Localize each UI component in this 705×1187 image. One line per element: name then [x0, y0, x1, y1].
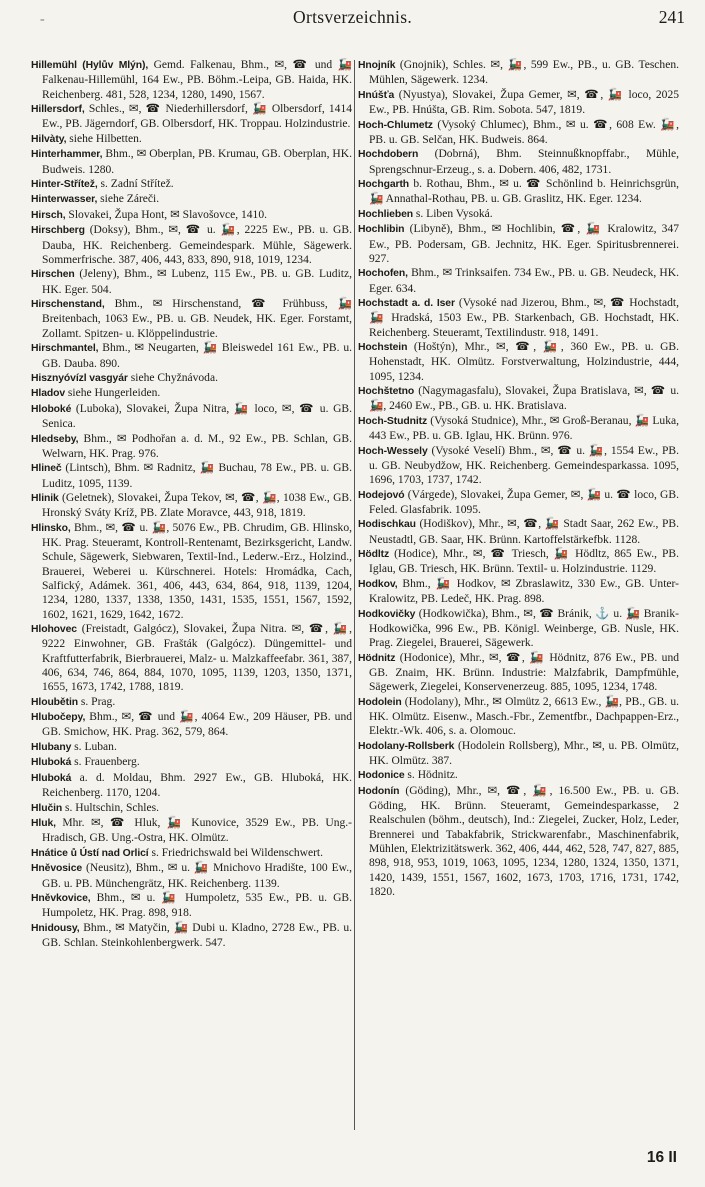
entry-headword: Hnojník [358, 60, 396, 71]
entry-text: Bhm., ✉ u. 🚂 Humpoletz, 535 Ew., PB. u. GB. Humpoletz, HK. Prag. 898, 918. [42, 892, 352, 920]
entry-headword: Hloubětin [31, 696, 79, 708]
entry-text: (Doksy), Bhm., ✉, ☎ u. 🚂, 2225 Ew., PB. u. GB. Dauba, HK. Reichenberg. Gemeindespark. Mühle, Sägewerk. Sommerfrische. 387, 406, 443, 833, 890, 918, 1019, 1234. [42, 224, 352, 266]
directory-entry [31, 58, 352, 102]
entry-text: siehe Hungerleiden. [65, 387, 161, 400]
directory-entry [358, 577, 679, 607]
entry-headword: Hochlibin [358, 224, 405, 236]
entry-text: Bhm., ✉ Podhořan a. d. M., 92 Ew., PB. Schlan, GB. Welwarn, HK. Prag. 976. [42, 432, 352, 460]
directory-entry [31, 432, 352, 462]
directory-entry [358, 414, 679, 444]
directory-entry [31, 132, 352, 147]
directory-entry [358, 651, 679, 695]
directory-entry [358, 384, 679, 414]
entry-text: Bhm., 🚂 Hodkov, ✉ Zbraslawitz, 330 Ew., GB. Unter-Kralowitz, PB. Ledeč, HK. Prag. 898. [369, 577, 679, 606]
entry-text: (Hodonice), Mhr., ✉, ☎, 🚂 Hödnitz, 876 Ew., PB. und GB. Znaim, HK. Brünn. Industrie: Malzfabrik, Dampfmühle, Sägewerk, Ziegelei, Konservenerzeug. 885, 1095, 1234, 1748. [369, 651, 679, 694]
entry-headword: Hochstadt a. d. Iser [358, 298, 455, 309]
directory-entry [31, 695, 352, 710]
entry-text: s. Zadní Střítež. [97, 178, 174, 190]
entry-headword: Hlinik [31, 493, 59, 505]
entry-headword: Hodonice [358, 770, 405, 782]
directory-entry [31, 192, 352, 207]
entry-text: (Hodolein Rollsberg), Mhr., ✉, u. PB. Olmütz, HK. Olmütz. 387. [369, 739, 679, 767]
entry-text: Bhm., ✉ Hirschenstand, ☎ Frühbuss, 🚂 Breitenbach, 1063 Ew., PB. u. GB. Neudek, HK. Eger. Forstamt, Zollamt. Spitzen- u. Klöppelindustrie. [42, 298, 352, 340]
entry-headword: Hochgarth [358, 179, 410, 190]
page-number: 241 [658, 7, 685, 27]
entry-text: Bhm., ✉ Trinksaifen. 734 Ew., PB. u. GB. Neudeck, HK. Eger. 634. [369, 267, 679, 295]
entry-text: s. Liben Vysoká. [413, 207, 493, 220]
directory-entry [358, 784, 679, 899]
directory-entry [358, 207, 679, 222]
directory-entry [358, 88, 679, 118]
entry-headword: Hillemühl (Hylův Mlýn), [31, 60, 149, 71]
directory-entry [31, 816, 352, 846]
entry-headword: Hladov [31, 388, 66, 400]
entry-headword: Hirschberg [31, 225, 85, 237]
entry-text: (Vysoký Chlumec), Bhm., ✉ u. ☎, 608 Ew. 🚂, PB. u. GB. Selčan, HK. Budweis. 864. [369, 118, 679, 146]
directory-entry [358, 444, 679, 488]
directory-entry [358, 547, 679, 577]
entry-text: (Jeleny), Bhm., ✉ Lubenz, 115 Ew., PB. u. GB. Luditz, HK. Eger. 504. [42, 268, 352, 296]
directory-entry [358, 607, 679, 651]
entry-text: b. Rothau, Bhm., ✉ u. ☎ Schönlind b. Heinrichsgrün, 🚂 Annathal-Rothau, PB. u. GB. Graslitz, HK. Eger. 1234. [369, 178, 679, 206]
entry-headword: Hinterwasser, [31, 194, 98, 206]
entry-headword: Hlubočepy, [31, 712, 86, 724]
entry-text: Schles., ✉, ☎ Niederhillersdorf, 🚂 Olbersdorf, 1414 Ew., PB. Jägerndorf, GB. Olbersdorf, HK. Troppau. Holzindustrie. [42, 103, 352, 131]
entry-text: (Göding), Mhr., ✉, ☎, 🚂, 16.500 Ew., PB. u. GB. Göding, HK. Brünn. Steueramt, Gemeindesparkasse, 2 Realschulen (böhm., deutsch), Ind.: Ziegelei, Zucker, Holz, Leder, Brennerei und Tabakfabrik, Strickwarenfabr., Maschinenfabrik, Mühlen, Elektrizitätswerk. 362, 406, 444, 462, 528, 747, 827, 885, 898, 918, 953, 1019, 1063, 1095, 1234, 1280, 1324, 1350, 1371, 1420, 1439, 1551, 1567, 1602, 1673, 1703, 1716, 1731, 1742, 1820. [369, 784, 679, 898]
entry-headword: Hilvàty, [31, 133, 67, 145]
entry-headword: Hodischkau [358, 519, 416, 531]
entry-headword: Hnidousy, [31, 922, 80, 934]
entry-headword: Hirschen [31, 269, 75, 281]
entry-text: (Vysoká Studnice), Mhr., ✉ Groß-Beranau, 🚂 Luka, 443 Ew., PB. u. GB. Iglau, HK. Brünn. 976. [369, 414, 679, 443]
directory-entry [31, 755, 352, 770]
entry-headword: Hnátice ů Ústí nad Orlicí [31, 847, 149, 859]
entry-text: (Várgede), Slovakei, Župa Gemer, ✉, 🚂 u. ☎ loco, GB. Feled. Glasfabrik. 1095. [369, 488, 679, 516]
entry-headword: Hnúšťa [358, 89, 395, 101]
entry-text: (Vysoké Veselí) Bhm., ✉, ☎ u. 🚂, 1554 Ew., PB. u. GB. Neubydžow, HK. Reichenberg. Gemeindesparkassa. 1095, 1696, 1703, 1737, 1742. [369, 444, 679, 487]
entry-text: (Gnojnik), Schles. ✉, 🚂, 599 Ew., PB., u. GB. Teschen. Mühlen, Sägewerk. 1234. [369, 59, 679, 87]
entry-headword: Hledseby, [31, 433, 79, 445]
entry-text: (Nagymagasfalu), Slovakei, Župa Bratislava, ✉, ☎ u. 🚂, 2460 Ew., PB., GB. u. HK. Bratislava. [369, 385, 679, 413]
entry-headword: Hochdobern [358, 149, 419, 161]
entry-text: (Libyně), Bhm., ✉ Hochlibin, ☎, 🚂 Kralowitz, 347 Ew., PB. Podersam, GB. Jechnitz, HK. Eger. Spiritusbrennerei. 927. [369, 223, 679, 265]
entry-text: Bhm., ✉ Oberplan, PB. Krumau, GB. Oberplan, HK. Budweis. 1280. [42, 148, 352, 176]
directory-entry [358, 340, 679, 384]
header-mark: - [40, 12, 45, 27]
directory-entry [31, 177, 352, 192]
directory-entry [358, 296, 679, 340]
directory-entry [358, 488, 679, 518]
entry-text: (Nyustya), Slovakei, Župa Gemer, ✉, ☎, 🚂 loco, 2025 Ew., PB. Hnúšta, GB. Rim. Sobota. 547, 1819. [369, 88, 679, 117]
entry-text: (Dobrná), Bhm. Steinnußknopffabr., Mühle, Sprengschnur-Erzeug., s. a. Dobern. 406, 482, 1731. [369, 148, 679, 176]
entry-headword: Hirschenstand, [31, 299, 105, 311]
entry-headword: Hlinsko, [31, 522, 71, 534]
page-title: Ortsverzeichnis. [293, 7, 412, 27]
directory-entry [31, 208, 352, 223]
entry-text: Bhm., ✉, ☎ u. 🚂, 5076 Ew., PB. Chrudim, GB. Hlinsko, HK. Prag. Steueramt, Kontroll-Rentenamt, Bezirksgericht, Landw. Schule, Sägewerk, Siebwaren, Textil-Ind., Lederw.-Erz., Holzind., Brauerei, Weberei u. Kürschnerei. Hotels: Hromádka, Cach, Salfický, Adámek. 361, 406, 443, 634, 864, 918, 1139, 1204, 1234, 1280, 1337, 1338, 1350, 1431, 1535, 1551, 1567, 1592, 1602, 1621, 1629, 1642, 1672. [42, 521, 352, 621]
directory-entry [31, 801, 352, 816]
entry-headword: Hochstein [358, 342, 408, 354]
directory-entry [31, 223, 352, 267]
column-divider [354, 60, 355, 1130]
entry-text: (Vysoké nad Jizerou, Bhm., ✉, ☎ Hochstadt, 🚂 Hradská, 1503 Ew., PB. Starkenbach, GB. Hochstadt, HK. Reichenberg. Steueramt, Textilindustr. 918, 1491. [369, 297, 679, 339]
directory-entry [358, 266, 679, 296]
directory-entry [358, 118, 679, 148]
entry-text: Slovakei, Župa Hont, ✉ Slavošovce, 1410. [65, 208, 267, 221]
entry-headword: Hinter-Střítež, [31, 179, 98, 190]
directory-entry [358, 177, 679, 207]
printer-signature: 16 II [646, 1149, 677, 1166]
entry-headword: Hochofen, [358, 268, 408, 280]
entry-headword: Hlohovec [31, 624, 77, 636]
directory-entry [31, 740, 352, 755]
entry-headword: Hodejovó [358, 489, 405, 501]
entry-headword: Hněvosice [31, 863, 83, 875]
entry-text: (Neusitz), Bhm., ✉ u. 🚂 Mnichovo Hradište, 100 Ew., GB. u. PB. Münchengrätz, HK. Reichenberg. 1139. [42, 862, 352, 890]
entry-headword: Hoch-Chlumetz [358, 119, 433, 131]
entry-text: siehe Záreči. [97, 193, 160, 206]
directory-entry [358, 222, 679, 266]
entry-headword: Hlineč [31, 463, 62, 475]
directory-entry [358, 58, 679, 88]
entry-headword: Hodonín [358, 785, 400, 797]
directory-entry [31, 521, 352, 622]
entry-headword: Hodolein [358, 696, 402, 708]
directory-entry [31, 461, 352, 491]
entry-text: Gemd. Falkenau, Bhm., ✉, ☎ und 🚂 Falkenau-Hillemühl, 164 Ew., PB. Böhm.-Leipa, GB. Haida, HK. Reichenberg. 481, 528, 1234, 1280, 1490, 1567. [42, 59, 352, 101]
entry-headword: Hodkovičky [358, 608, 416, 620]
entry-headword: Hinterhammer, [31, 149, 103, 161]
directory-entry [31, 921, 352, 951]
entry-headword: Hluboká [31, 772, 72, 784]
entry-headword: Hödltz [358, 549, 390, 561]
directory-entry [31, 341, 352, 371]
entry-headword: Hödnitz [358, 652, 396, 664]
directory-entry [358, 695, 679, 739]
directory-entry [31, 297, 352, 341]
directory-entry [31, 710, 352, 740]
entry-headword: Hlučin [31, 802, 63, 814]
directory-entry [31, 771, 352, 801]
entry-text: (Hodkowička), Bhm., ✉, ☎ Bránik, ⚓ u. 🚂 Branik-Hodkowička, 996 Ew., PB. Königl. Weinberge, GB. Nusle, HK. Prag. Ziegelei, Brauerei, Sägewerk. [369, 607, 679, 650]
directory-entry [31, 846, 352, 861]
entry-text: (Freistadt, Galgócz), Slovakei, Župa Nitra. ✉, ☎, 🚂, 9222 Einwohner, GB. Frašták (Galgócz). Düngemittel- und Kraftfutterfabrik, Bierbrauerei, Malz- u. Malzkaffeefabr. 361, 387, 406, 634, 746, 864, 884, 1070, 1095, 1139, 1203, 1350, 1371, 1655, 1673, 1742, 1788, 1819. [42, 623, 352, 694]
entry-headword: Hodolany-Rollsberk [358, 740, 455, 752]
entry-headword: Hoch-Studnitz [358, 415, 428, 427]
entry-headword: Hluk, [31, 818, 56, 830]
entry-text: (Hodiškov), Mhr., ✉, ☎, 🚂 Stadt Saar, 262 Ew., PB. Neustadtl, GB. Saar, HK. Brünn. Kartoffelstärkefbk. 1128. [369, 518, 679, 546]
directory-entry [358, 517, 679, 547]
entry-text: Bhm., ✉, ☎ und 🚂, 4064 Ew., 209 Häuser, PB. und GB. Smichow, HK. Prag. 362, 579, 864. [42, 711, 352, 739]
entry-headword: Hirschmantel, [31, 343, 99, 355]
entry-headword: Hlubany [31, 741, 72, 753]
entry-text: (Luboka), Slovakei, Župa Nitra, 🚂 loco, ✉, ☎ u. GB. Senica. [42, 402, 352, 431]
entry-headword: Hochštetno [358, 386, 415, 398]
directory-entry [358, 768, 679, 783]
entry-text: s. Prag. [78, 695, 116, 708]
directory-entry [358, 147, 679, 177]
entry-text: (Hoštýn), Mhr., ✉, ☎, 🚂, 360 Ew., PB. u. GB. Hohenstadt, HK. Olmütz. Forstverwaltung, Holzindustrie, 444, 1095, 1234. [369, 341, 679, 383]
entry-text: s. Frauenberg. [71, 756, 140, 769]
right-column [358, 58, 679, 1150]
directory-entry [31, 267, 352, 297]
directory-entry [31, 386, 352, 401]
entry-headword: Hloboké [31, 403, 72, 415]
directory-entry [31, 861, 352, 891]
directory-entry [31, 102, 352, 132]
entry-headword: Hillersdorf, [31, 104, 85, 116]
directory-entry [31, 622, 352, 694]
entry-text: Bhm., ✉ Matyčin, 🚂 Dubi u. Kladno, 2728 Ew., PB. u. GB. Schlan. Steinkohlenbergwerk. 547. [42, 921, 352, 950]
directory-entry [31, 402, 352, 432]
directory-entry [31, 371, 352, 386]
directory-entry [31, 891, 352, 921]
directory-entry [31, 147, 352, 177]
entry-text: (Lintsch), Bhm. ✉ Radnitz, 🚂 Buchau, 78 Ew., PB. u. GB. Luditz, 1095, 1139. [42, 462, 352, 490]
entry-headword: Hirsch, [31, 209, 66, 221]
entry-headword: Hodkov, [358, 578, 398, 590]
entry-headword: Hluboká [31, 757, 72, 769]
entry-text: Mhr. ✉, ☎ Hluk, 🚂 Kunovice, 3529 Ew., PB. Ung.-Hradisch, GB. Ung.-Ostra, HK. Olmütz. [42, 817, 352, 845]
entry-text: s. Friedrichswald bei Wildenschwert. [148, 846, 324, 859]
entry-text: siehe Hilbetten. [66, 132, 142, 145]
entry-text: (Geletnek), Slovakei, Župa Tekov, ✉, ☎, 🚂, 1038 Ew., GB. Hronský Sváty Kríž, PB. Zlate Moravce, 443, 918, 1819. [42, 492, 352, 520]
entry-text: (Hodice), Mhr., ✉, ☎ Triesch, 🚂 Hödltz, 865 Ew., PB. Iglau, GB. Triesch, HK. Brünn. Textil- u. Holzindustrie. 1129. [369, 548, 679, 576]
entry-text: siehe Chyžnávoda. [127, 371, 218, 384]
directory-entry [358, 739, 679, 769]
entry-headword: Hoch-Wessely [358, 445, 428, 457]
entry-headword: Hochlieben [358, 208, 414, 220]
entry-headword: Hněvkovice, [31, 893, 91, 904]
entry-text: s. Hödnitz. [404, 769, 458, 782]
entry-text: s. Hultschin, Schles. [62, 801, 160, 814]
directory-entry [31, 491, 352, 521]
entry-text: Bhm., ✉ Neugarten, 🚂 Bleiswedel 161 Ew., PB. u. GB. Dauba. 890. [42, 342, 352, 370]
entry-text: (Hodolany), Mhr., ✉ Olmütz 2, 6613 Ew., 🚂, PB., GB. u. HK. Olmütz. Eisenw., Masch.-Fbr., Zementfbr., Dachpappen-Erz., Elektr.-Wk. 406, s. a. Olomouc. [369, 695, 679, 738]
entry-headword: Hisznyóvízl vasgyár [31, 372, 128, 384]
entry-text: s. Luban. [71, 740, 117, 753]
left-column [31, 58, 352, 1150]
entry-text: a. d. Moldau, Bhm. 2927 Ew., GB. Hluboká, HK. Reichenberg. 1170, 1204. [42, 771, 352, 800]
